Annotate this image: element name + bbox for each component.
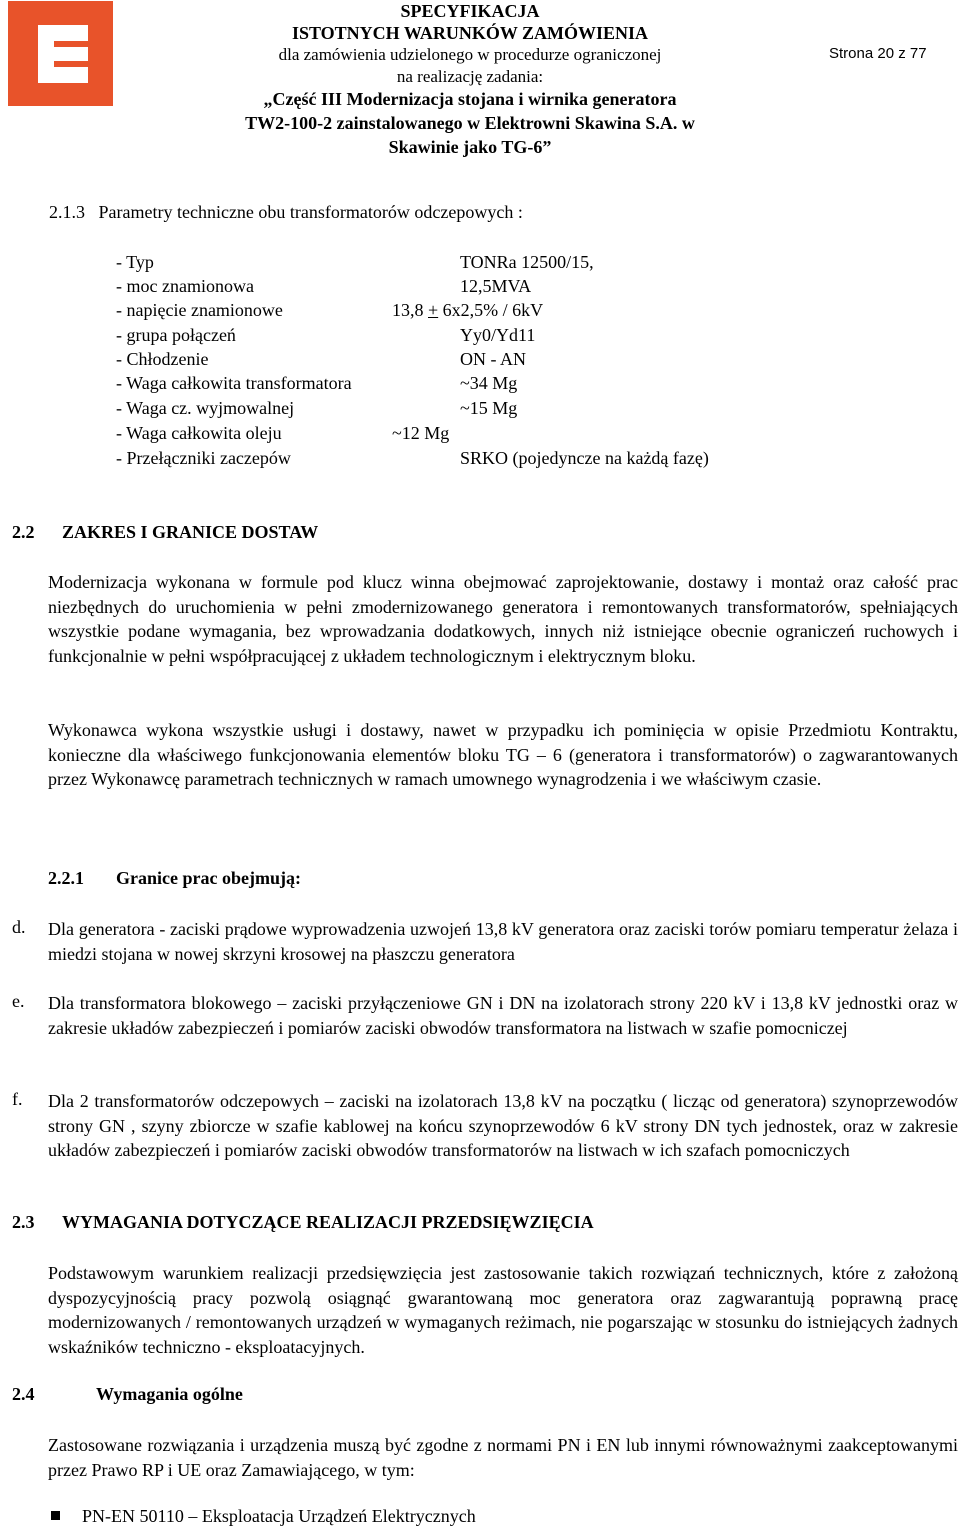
header-title-line-5: „Część III Modernizacja stojana i wirnika generatora — [263, 89, 677, 109]
param-label: - Typ — [116, 252, 154, 272]
list-item: Dla 2 transformatorów odczepowych – zaciski na izolatorach 13,8 kV na początku ( licząc od generatora) szynoprzewodów strony GN , szyny zbiorcze w szafie kablowej na końcu szynoprzewodów 6 kV strony DN tych jednostek, oraz w zakresie układów zabezpieczeń i pomiarów zaciski obwodów transformatorów na listwach w ich szafach pomocniczych — [48, 1091, 958, 1161]
section-22-paragraph-1: Modernizacja wykonana w formule pod klucz winna obejmować zaprojektowanie, dostawy i montaż oraz całość prac niezbędnych do uruchomienia w pełni zmodernizowanego generatora i remontowanych transformatorów, spełniających wszystkie podane wymagania, bez wprowadzania dodatkowych, innych niż istniejące obecnie ograniczeń ruchowych i funkcjonalnie w pełni współpracującej z układem technologicznym i elektrycznym bloku. — [48, 572, 958, 666]
list-marker: f. — [12, 1089, 23, 1109]
header-title-line-3: dla zamówienia udzielonego w procedurze ograniczonej — [278, 45, 662, 64]
header-title-line-2: ISTOTNYCH WARUNKÓW ZAMÓWIENIA — [291, 23, 649, 43]
standards-list-item: PN-EN 50110 – Eksploatacja Urządzeń Elektrycznych — [82, 1506, 476, 1526]
list-marker: d. — [12, 917, 26, 937]
param-label: - Waga całkowita transformatora — [116, 373, 352, 393]
param-value: ON - AN — [460, 349, 526, 369]
param-value: TONRa 12500/15, — [460, 252, 594, 272]
page-number: Strona 20 z 77 — [829, 45, 927, 62]
param-value: ~34 Mg — [460, 373, 518, 393]
list-item: Dla transformatora blokowego – zaciski przyłączeniowe GN i DN na izolatorach strony 220 kV i 13,8 kV jednostki oraz w zakresie układów zabezpieczeń i pomiarów zaciski obwodów transformatora na listwach w szafie pomocniczej — [48, 993, 958, 1038]
section-221-heading: Granice prac obejmują: — [116, 868, 301, 888]
section-24-number: 2.4 — [12, 1384, 35, 1404]
header-title-line-7: Skawinie jako TG-6” — [388, 137, 552, 157]
section-213-heading: 2.1.3 Parametry techniczne obu transformatorów odczepowych : — [49, 202, 523, 222]
param-value: 13,8 + 6x2,5% / 6kV — [392, 300, 544, 320]
param-label: - napięcie znamionowe — [116, 300, 283, 320]
param-value: 12,5MVA — [460, 276, 532, 296]
section-22-number: 2.2 — [12, 522, 35, 542]
list-marker: e. — [12, 991, 25, 1011]
param-label: - moc znamionowa — [116, 276, 254, 296]
param-label: - Chłodzenie — [116, 349, 209, 369]
section-23-number: 2.3 — [12, 1212, 35, 1232]
header-title-line-6: TW2-100-2 zainstalowanego w Elektrowni Skawina S.A. w — [245, 113, 695, 133]
section-24-heading: Wymagania ogólne — [96, 1384, 243, 1404]
list-item: Dla generatora - zaciski prądowe wyprowadzenia uzwojeń 13,8 kV generatora oraz zaciski torów pomiaru temperatur żelaza i miedzi stojana w nowej skrzyni krosowej na płaszczu generatora — [48, 919, 958, 964]
param-value: Yy0/Yd11 — [460, 325, 536, 345]
section-221-number: 2.2.1 — [48, 868, 84, 888]
section-23-heading: WYMAGANIA DOTYCZĄCE REALIZACJI PRZEDSIĘWZIĘCIA — [62, 1212, 594, 1232]
header-title-line-1: SPECYFIKACJA — [400, 1, 540, 21]
section-23-paragraph: Podstawowym warunkiem realizacji przedsięwzięcia jest zastosowanie takich rozwiązań technicznych, które z założoną dyspozycyjnością pracy pozwolą osiągnąć gwarantowaną moc generatora oraz zagwarantują poprawną pracę modernizowanych / remontowanych urządzeń w wymaganych reżimach, nie pogarszając w stosunku do istniejących żadnych wskaźników techniczno - eksploatacyjnych. — [48, 1263, 958, 1357]
param-label: - Waga cz. wyjmowalnej — [116, 398, 295, 418]
square-bullet-icon — [51, 1511, 60, 1520]
section-22-paragraph-2: Wykonawca wykona wszystkie usługi i dostawy, nawet w przypadku ich pominięcia w opisie Przedmiotu Kontraktu, konieczne dla właściwego funkcjonowania elementów bloku TG – 6 (generatora i transformatorów) o zagwarantowanych przez Wykonawcę parametrach technicznych w ramach umownego wynagrodzenia i we właściwym czasie. — [48, 720, 958, 790]
param-label: - Waga całkowita oleju — [116, 423, 282, 443]
param-value: ~12 Mg — [392, 423, 450, 443]
param-value: SRKO (pojedyncze na każdą fazę) — [460, 448, 709, 468]
header-title-line-4: na realizację zadania: — [396, 67, 544, 86]
param-value: ~15 Mg — [460, 398, 518, 418]
section-22-heading: ZAKRES I GRANICE DOSTAW — [62, 522, 319, 542]
section-24-paragraph: Zastosowane rozwiązania i urządzenia muszą być zgodne z normami PN i EN lub innymi równoważnymi zaakceptowanymi przez Prawo RP i UE oraz Zamawiającego, w tym: — [48, 1435, 958, 1480]
param-label: - Przełączniki zaczepów — [116, 448, 291, 468]
param-label: - grupa połączeń — [116, 325, 236, 345]
company-logo — [8, 1, 113, 106]
